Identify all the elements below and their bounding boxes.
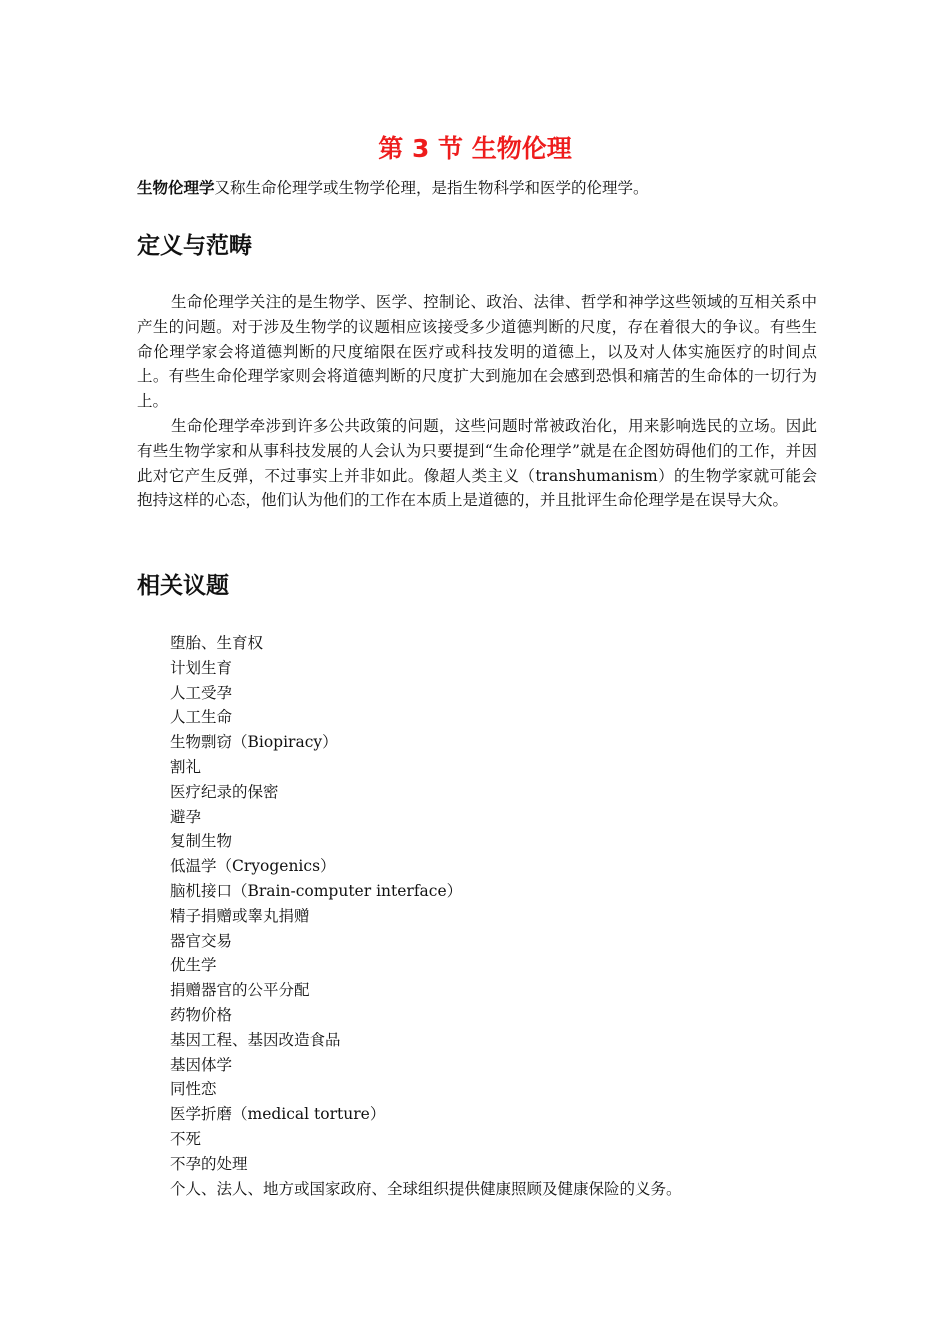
list-item: 器官交易 <box>170 931 233 950</box>
list-item: 医学折磨（medical torture） <box>170 1105 386 1124</box>
list-item: 不死 <box>170 1129 202 1148</box>
body-paragraph: 生命伦理学关注的是生物学、医学、控制论、政治、法律、哲学和神学这些领域的互相关系中产生的问题。对于涉及生物学的议题相应该接受多少道德判断的尺度，存在着很大的争议。有些生命伦理学家会将道德判断的尺度缩限在医疗或科技发明的道德上，以及对人体实施医疗的时间点上。有些生命伦理学家则会将道德判断的尺度扩大到施加在会感到恐惧和痛苦的生命体的一切行为上。 <box>137 293 817 411</box>
list-item: 生物剽窃（Biopiracy） <box>170 733 338 752</box>
list-item: 基因工程、基因改造食品 <box>170 1030 341 1049</box>
intro-term: 生物伦理学 <box>137 179 215 197</box>
list-item: 个人、法人、地方或国家政府、全球组织提供健康照顾及健康保险的义务。 <box>170 1179 682 1198</box>
list-item: 同性恋 <box>170 1080 217 1099</box>
list-item: 医疗纪录的保密 <box>170 782 279 801</box>
body-paragraph: 生命伦理学牵涉到许多公共政策的问题，这些问题时常被政治化，用来影响选民的立场。因此有些生物学家和从事科技发展的人会认为只要提到“生命伦理学”就是在企图妨碍他们的工作，并因此对它产生反弹，不过事实上并非如此。像超人类主义（transhumanism）的生物学家就可能会抱持这样的心态，他们认为他们的工作在本质上是道德的，并且批评生命伦理学是在误导大众。 <box>137 416 817 510</box>
definition-body <box>137 290 817 513</box>
list-item: 割礼 <box>170 757 202 776</box>
list-item: 计划生育 <box>170 658 233 677</box>
related-issues-list <box>170 631 850 1201</box>
list-item: 捐赠器官的公平分配 <box>170 981 310 1000</box>
list-item: 人工生命 <box>170 708 233 727</box>
list-item: 脑机接口（Brain-computer interface） <box>170 881 463 900</box>
list-item: 低温学（Cryogenics） <box>170 857 336 876</box>
list-item: 避孕 <box>170 807 202 826</box>
section-heading-definition: 定义与范畴 <box>137 233 252 259</box>
list-item: 优生学 <box>170 956 217 975</box>
list-item: 药物价格 <box>170 1005 233 1024</box>
intro-paragraph <box>137 176 837 200</box>
page-title: 第 3 节 生物伦理 <box>378 134 572 163</box>
list-item: 精子捐赠或睾丸捐赠 <box>170 906 310 925</box>
list-item: 基因体学 <box>170 1055 233 1074</box>
list-item: 复制生物 <box>170 832 233 851</box>
section-heading-related-issues: 相关议题 <box>137 573 229 599</box>
intro-text: 又称生命伦理学或生物学伦理，是指生物科学和医学的伦理学。 <box>214 179 649 197</box>
list-item: 堕胎、生育权 <box>170 634 264 652</box>
list-item: 人工受孕 <box>170 683 233 702</box>
list-item: 不孕的处理 <box>170 1154 248 1173</box>
